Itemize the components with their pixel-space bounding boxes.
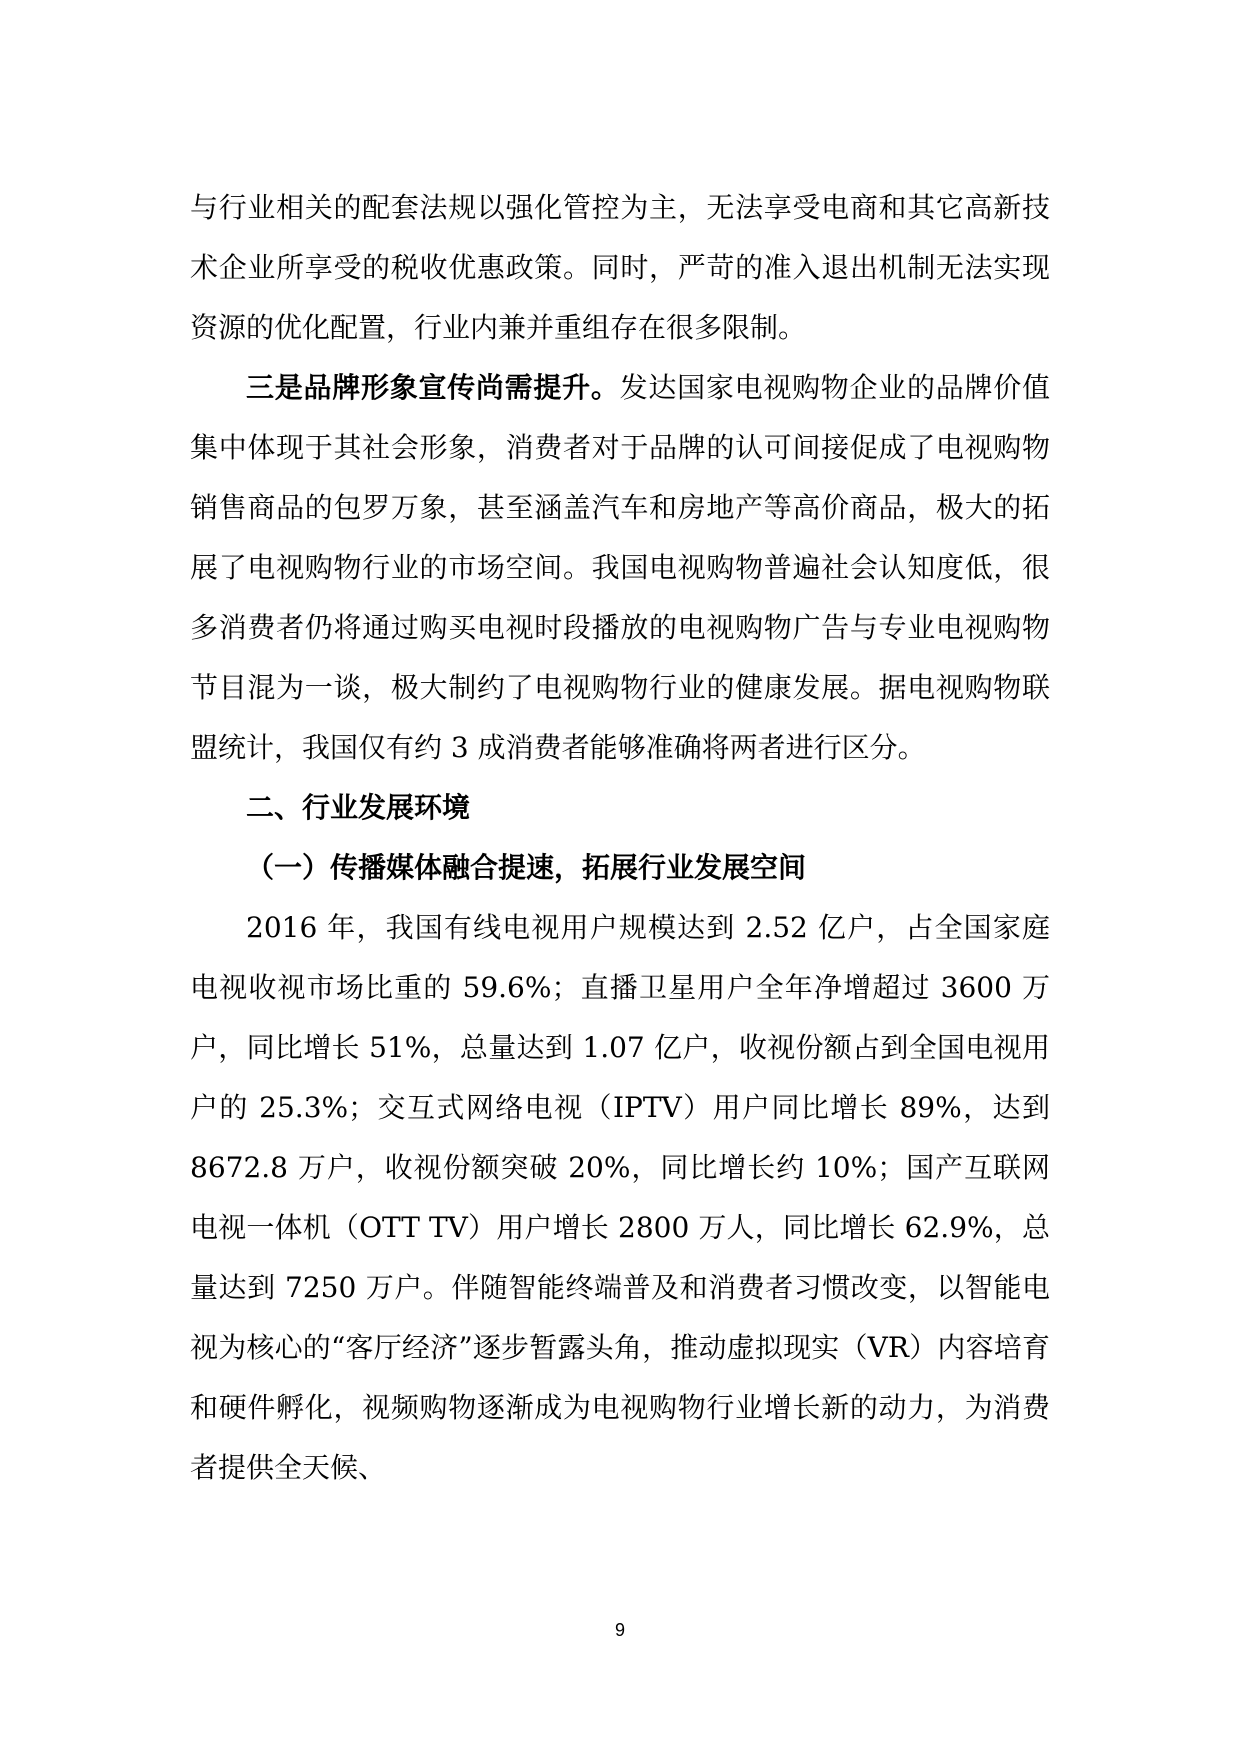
paragraph-tv-users: 2016 年，我国有线电视用户规模达到 2.52 亿户，占全国家庭电视收视市场比重的 59.6%；直播卫星用户全年净增超过 3600 万户，同比增长 51%，总量达到 1.07 亿户，收视份额占到全国电视用户的 25.3%；交互式网络电视（IPTV）用户同比增长 89%，达到 8672.8 万户，收视份额突破 20%，同比增长约 10%；国产互联网电视一体机（OTT TV）用户增长 2800 万人，同比增长 62.9%，总量达到 7250 万户。伴随智能终端普及和消费者习惯改变，以智能电视为核心的“客厅经济”逐步暂露头角，推动虚拟现实（VR）内容培育和硬件孵化，视频购物逐渐成为电视购物行业增长新的动力，为消费者提供全天候、 — [190, 911, 1050, 1484]
section-heading: 二、行业发展环境 — [246, 791, 471, 824]
paragraph-brand-image — [190, 358, 1050, 778]
paragraph-brand-body: 发达国家电视购物企业的品牌价值集中体现于其社会形象，消费者对于品牌的认可间接促成了电视购物销售商品的包罗万象，甚至涵盖汽车和房地产等高价商品，极大的拓展了电视购物行业的市场空间。我国电视购物普遍社会认知度低，很多消费者仍将通过购买电视时段播放的电视购物广告与专业电视购物节目混为一谈，极大制约了电视购物行业的健康发展。据电视购物联盟统计，我国仅有约 3 成消费者能够准确将两者进行区分。 — [190, 371, 1050, 764]
page-number: 9 — [614, 1620, 625, 1640]
paragraph-lead-bold: 三是品牌形象宣传尚需提升。 — [246, 371, 620, 404]
subsection-heading: （一）传播媒体融合提速，拓展行业发展空间 — [246, 851, 807, 884]
paragraph-regulations: 与行业相关的配套法规以强化管控为主，无法享受电商和其它高新技术企业所享受的税收优惠政策。同时，严苛的准入退出机制无法实现资源的优化配置，行业内兼并重组存在很多限制。 — [190, 191, 1050, 344]
page-content — [190, 178, 1050, 1498]
